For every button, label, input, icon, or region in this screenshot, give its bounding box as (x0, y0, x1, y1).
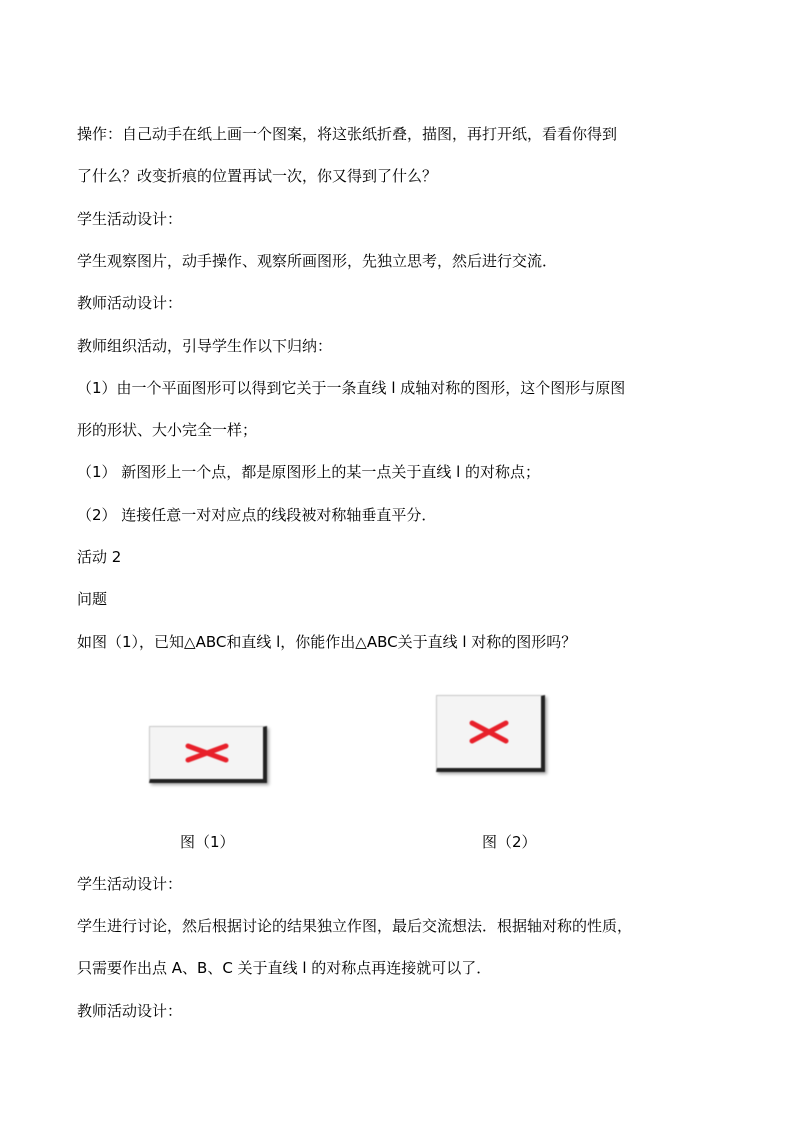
figure-1-caption: 图（1） (180, 833, 235, 851)
paragraph-line: 操作：自己动手在纸上画一个图案，将这张纸折叠，描图，再打开纸，看看你得到 (77, 125, 618, 143)
section-heading: 教师活动设计： (77, 294, 183, 312)
paragraph-line: 学生观察图片，动手操作、观察所画图形，先独立思考，然后进行交流． (77, 252, 558, 270)
list-item: （2） 连接任意一对对应点的线段被对称轴垂直平分． (77, 506, 437, 524)
figure-2-image (436, 695, 545, 772)
section-heading: 教师活动设计： (77, 1002, 183, 1020)
section-heading: 学生活动设计： (77, 210, 183, 228)
section-heading: 学生活动设计： (77, 875, 183, 893)
section-heading: 活动 2 (77, 548, 122, 566)
paragraph-line: 了什么？改变折痕的位置再试一次，你又得到了什么？ (77, 167, 438, 185)
paragraph-line: （1）由一个平面图形可以得到它关于一条直线 l 成轴对称的图形，这个图形与原图 (77, 379, 626, 397)
figure-2-caption: 图（2） (482, 833, 537, 851)
broken-image-icon (466, 718, 512, 746)
paragraph-line: 只需要作出点 A、B、C 关于直线 l 的对称点再连接就可以了． (77, 959, 492, 977)
paragraph-line: 教师组织活动，引导学生作以下归纳： (77, 337, 333, 355)
broken-image-icon (184, 742, 230, 764)
paragraph-line: 形的形状、大小完全一样； (77, 421, 258, 439)
section-heading: 问题 (77, 590, 108, 608)
list-item: （1） 新图形上一个点，都是原图形上的某一点关于直线 l 的对称点； (77, 463, 541, 481)
paragraph-line: 学生进行讨论，然后根据讨论的结果独立作图，最后交流想法．根据轴对称的性质， (77, 917, 633, 935)
paragraph-line: 如图（1），已知△ABC和直线 l，你能作出△ABC关于直线 l 对称的图形吗？ (77, 633, 577, 651)
figure-1-image (149, 726, 267, 783)
